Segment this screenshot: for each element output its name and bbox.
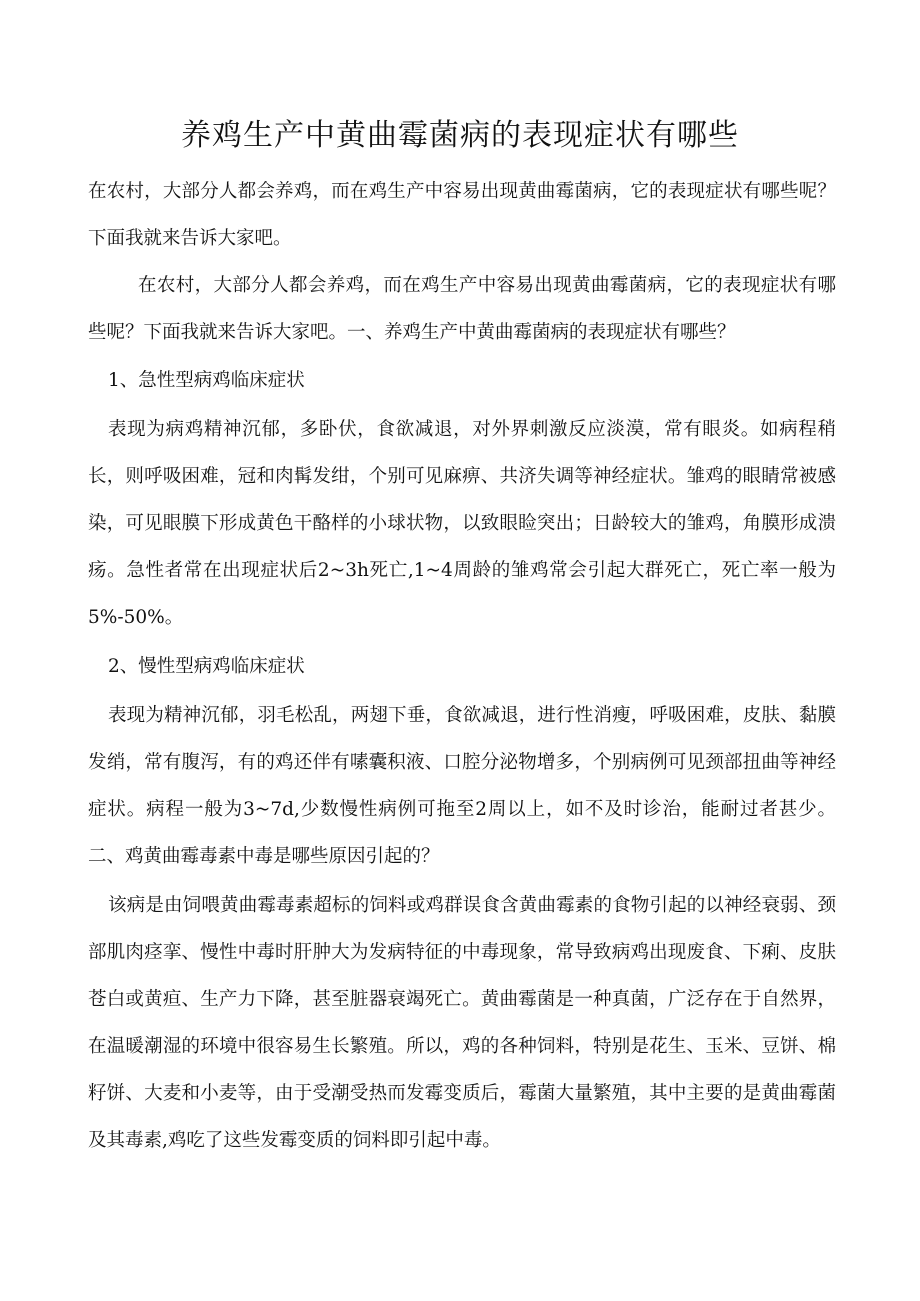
section-heading-acute: 1、急性型病鸡临床症状 <box>108 370 305 391</box>
intro-paragraph: 在农村，大部分人都会养鸡，而在鸡生产中容易出现黄曲霉菌病，它的表现症状有哪些呢？下面我就来告诉大家吧。 <box>88 181 836 249</box>
page-title: 养鸡生产中黄曲霉菌病的表现症状有哪些 <box>181 118 739 153</box>
section-heading-chronic: 2、慢性型病鸡临床症状 <box>108 656 305 677</box>
body-paragraph-acute: 表现为病鸡精神沉郁，多卧伏，食欲减退，对外界刺激反应淡漠，常有眼炎。如病程稍长，则呼吸困难，冠和肉髯发绀，个别可见麻痹、共济失调等神经症状。雏鸡的眼睛常被感染，可见眼膜下形成黄色干酪样的小球状物，以致眼睑突出；日龄较大的雏鸡，角膜形成溃疡。急性者常在出现症状后2~3h死亡,1~4周龄的雏鸡常会引起大群死亡，死亡率一般为5%-50%。 <box>88 419 836 628</box>
body-paragraph-cause: 该病是由饲喂黄曲霉毒素超标的饲料或鸡群误食含黄曲霉素的食物引起的以神经衰弱、颈部肌肉痉挛、慢性中毒时肝肿大为发病特征的中毒现象，常导致病鸡出现废食、下痢、皮肤苍白或黄疸、生产力下降，甚至脏器衰竭死亡。黄曲霉菌是一种真菌，广泛存在于自然界，在温暖潮湿的环境中很容易生长繁殖。所以，鸡的各种饲料，特别是花生、玉米、豆饼、棉籽饼、大麦和小麦等，由于受潮受热而发霉变质后，霉菌大量繁殖，其中主要的是黄曲霉菌及其毒素,鸡吃了这些发霉变质的饲料即引起中毒。 <box>88 895 836 1151</box>
body-paragraph-chronic: 表现为精神沉郁，羽毛松乱，两翅下垂，食欲减退，进行性消瘦，呼吸困难，皮肤、黏膜发绡，常有腹泻，有的鸡还伴有嗉囊积液、口腔分泌物增多，个别病例可见颈部扭曲等神经症状。病程一般为3~7d,少数慢性病例可拖至2周以上，如不及时诊治，能耐过者甚少。二、鸡黄曲霉毒素中毒是哪些原因引起的？ <box>88 705 836 867</box>
body-paragraph-intro-repeat: 在农村，大部分人都会养鸡，而在鸡生产中容易出现黄曲霉菌病，它的表现症状有哪些呢？下面我就来告诉大家吧。一、养鸡生产中黄曲霉菌病的表现症状有哪些？ <box>88 275 836 343</box>
